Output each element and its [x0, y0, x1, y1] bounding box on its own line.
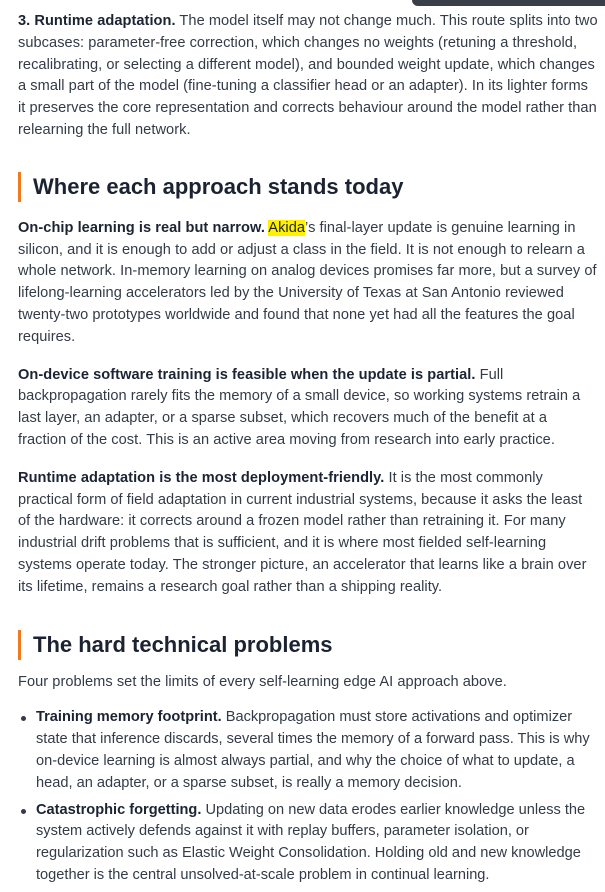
on-device-training-body: Full backpropagation rarely fits the memory of a small device, so working systems retrain a last layer, an adapter, or a sparse subset, which recovers much of the benefit at a fraction of the cost. This is an active area moving from research into early practice. — [18, 366, 581, 448]
runtime-adaptation-lead: 3. Runtime adaptation. — [18, 13, 176, 29]
on-device-training-paragraph — [18, 365, 598, 452]
problems-intro: Four problems set the limits of every self-learning edge AI approach above. — [18, 673, 507, 690]
akida-highlight: Akida — [268, 219, 306, 236]
section-heading-hard-technical-problems: The hard technical problems — [18, 630, 598, 660]
section-heading-where-each-approach: Where each approach stands today — [18, 172, 598, 202]
catastrophic-forgetting-lead: Catastrophic forgetting. — [36, 801, 202, 818]
training-memory-body: Backpropagation must store activations and optimizer state that inference discards, several times the memory of a forward pass. This is why on-device learning is almost always partial, and why the choice of what to update, a head, an adapter, or a sparse subset, is really a memory decision. — [36, 709, 590, 791]
runtime-deployment-body: It is the most commonly practical form of field adaptation in current industrial systems, because it asks the least of the hardware: it corrects around a frozen model rather than retraining it. For many industrial drift problems that is sufficient, and it is where most fielded self-learning systems operate today. The stronger picture, an accelerator that learns like a brain over its lifetime, remains a research goal rather than a shipping reality. — [18, 469, 587, 595]
list-item — [36, 707, 598, 794]
top-bar — [412, 0, 605, 6]
runtime-adaptation-body: The model itself may not change much. This route splits into two subcases: parameter-free correction, which changes no weights (retuning a threshold, recalibrating, or selecting a different model), and bounded weight update, which changes a small part of the model (fine-tuning a classifier head or an adapter). In its lighter forms it preserves the core representation and corrects behaviour around the model rather than relearning the full network. — [18, 13, 598, 138]
on-chip-learning-paragraph — [18, 218, 598, 349]
list-item — [36, 800, 598, 887]
runtime-deployment-lead: Runtime adaptation is the most deployment-friendly. — [18, 469, 385, 486]
article — [18, 11, 598, 892]
on-chip-learning-body: ’s final-layer update is genuine learning in silicon, and it is enough to add or adjust a class in the field. It is not enough to relearn a whole network. In-memory learning on analog devices promises far more, but a survey of lifelong-learning accelerators led by the University of Texas at San Antonio reviewed twenty-two prototypes worldwide and found that none yet had all the features the goal requires. — [18, 219, 597, 345]
on-chip-learning-lead: On-chip learning is real but narrow. — [18, 219, 265, 236]
training-memory-lead: Training memory footprint. — [36, 709, 222, 726]
problems-list — [18, 707, 598, 886]
catastrophic-forgetting-body: Updating on new data erodes earlier knowledge unless the system actively defends against it with replay buffers, parameter isolation, or regularization such as Elastic Weight Consolidation. Holding old and new knowledge together is the central unsolved-at-scale problem in continual learning. — [36, 801, 586, 883]
runtime-deployment-paragraph — [18, 468, 598, 599]
runtime-adaptation-paragraph — [18, 11, 598, 142]
on-device-training-lead: On-device software training is feasible when the update is partial. — [18, 366, 476, 383]
